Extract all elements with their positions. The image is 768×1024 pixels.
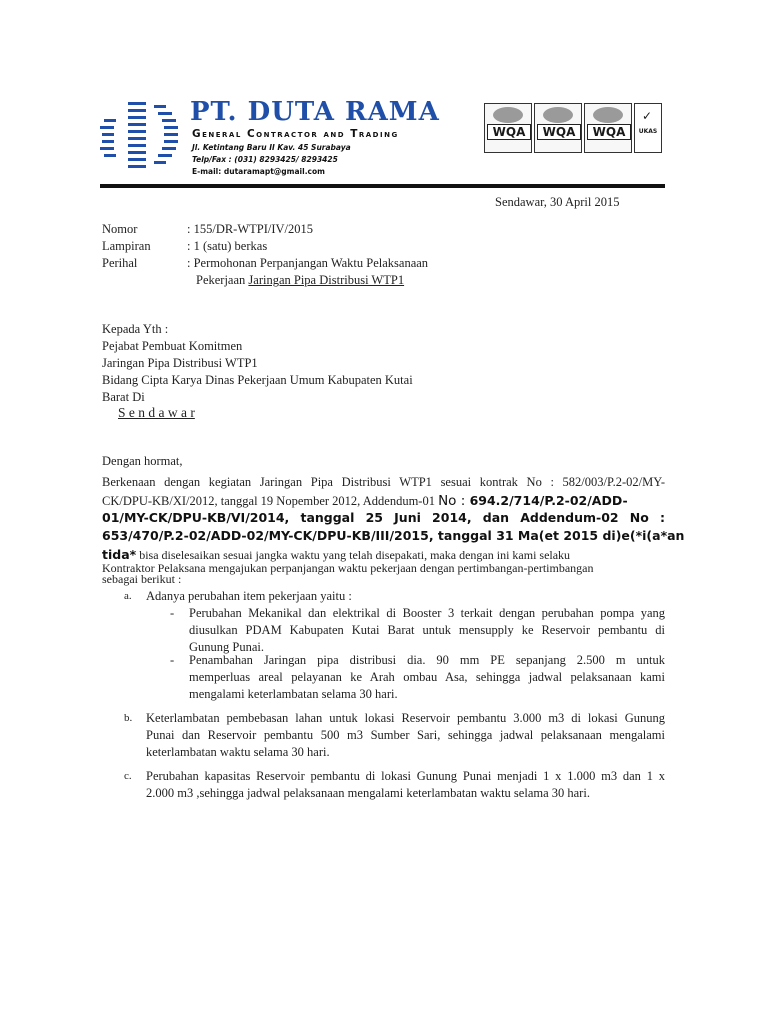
globe-icon bbox=[543, 107, 573, 123]
body-line: 01/MY-CK/DPU-KB/VI/2014, tanggal 25 Juni 2014, dan Addendum-02 No : bbox=[102, 510, 665, 525]
ukas-badge bbox=[634, 103, 662, 153]
perihal-underlined: Jaringan Pipa Distribusi WTP1 bbox=[248, 273, 405, 287]
recipient-city-text: S e n d a w a r bbox=[118, 405, 195, 420]
wqa-badge bbox=[534, 103, 582, 153]
bullet-dash: - bbox=[170, 606, 175, 620]
bullet-dash: - bbox=[170, 653, 175, 667]
body-text: CK/DPU-KB/XI/2012, tanggal 19 Nopember 2012, Addendum-01 bbox=[102, 494, 439, 508]
body-text: tida* bbox=[102, 547, 137, 562]
certification-badges bbox=[484, 103, 666, 153]
body-line: sebagai berikut : bbox=[102, 572, 182, 586]
body-line: Berkenaan dengan kegiatan Jaringan Pipa Distribusi WTP1 sesuai kontrak No : 582/003/P.2-02/MY- bbox=[102, 475, 665, 489]
recipient-line: Pejabat Pembuat Komitmen bbox=[102, 339, 243, 353]
perihal-label: Perihal bbox=[102, 256, 138, 270]
item-a-marker: a. bbox=[124, 590, 132, 602]
item-a1-line: diusulkan PDAM Kabupaten Kutai Barat untuk mensupply ke Reservoir pembantu di bbox=[189, 623, 665, 637]
company-logo bbox=[100, 100, 184, 174]
badge-label: WQA bbox=[487, 124, 531, 140]
item-b-marker: b. bbox=[124, 712, 133, 724]
crown-tick-icon: ✓ bbox=[642, 109, 653, 123]
recipient-line: Barat Di bbox=[102, 390, 145, 404]
lampiran-value: : 1 (satu) berkas bbox=[187, 239, 268, 253]
company-tagline: General Contractor and Trading bbox=[192, 128, 399, 140]
nomor-value: : 155/DR-WTPI/IV/2015 bbox=[187, 222, 314, 236]
badge-label: WQA bbox=[587, 124, 631, 140]
company-address: Jl. Ketintang Baru II Kav. 45 Surabaya bbox=[192, 143, 351, 152]
item-a2-line: Penambahan Jaringan pipa distribusi dia. 90 mm PE sepanjang 2.500 m untuk bbox=[189, 653, 665, 667]
recipient-line: Jaringan Pipa Distribusi WTP1 bbox=[102, 356, 258, 370]
item-a2-line: memperluas areal pelayanan ke Arah ombau Asa, sehingga jadwal pelaksanaan kami bbox=[189, 670, 665, 684]
recipient-line: Kepada Yth : bbox=[102, 322, 169, 336]
perihal-value: : Permohonan Perpanjangan Waktu Pelaksanaan bbox=[187, 256, 429, 270]
badge-label: WQA bbox=[537, 124, 581, 140]
item-a1-line: Gunung Punai. bbox=[189, 640, 264, 654]
company-name: PT. DUTA RAMA bbox=[190, 97, 440, 127]
item-a-title: Adanya perubahan item pekerjaan yaitu : bbox=[146, 589, 352, 603]
nomor-label: Nomor bbox=[102, 222, 138, 236]
salutation: Dengan hormat, bbox=[102, 454, 183, 468]
item-a1-line: Perubahan Mekanikal dan elektrikal di Booster 3 terkait dengan perubahan pompa yang bbox=[189, 606, 665, 620]
place-date: Sendawar, 30 April 2015 bbox=[495, 195, 620, 209]
globe-icon bbox=[493, 107, 523, 123]
body-text: 694.2/714/P.2-02/ADD- bbox=[469, 493, 628, 508]
globe-icon bbox=[593, 107, 623, 123]
item-c-line: 2.000 m3 ,sehingga jadwal pelaksanaan mengalami keterlambatan waktu selama 30 hari. bbox=[146, 786, 590, 800]
item-b-line: Punai dan Reservoir pembantu 500 m3 Sumber Sari, sehingga jadwal pelaksanaan mengalami bbox=[146, 728, 665, 742]
wqa-badge bbox=[484, 103, 532, 153]
letterhead-divider bbox=[100, 184, 665, 188]
recipient-city bbox=[118, 405, 195, 421]
item-c-marker: c. bbox=[124, 770, 132, 782]
perihal-prefix: Pekerjaan bbox=[196, 273, 249, 287]
item-c-line: Perubahan kapasitas Reservoir pembantu di lokasi Gunung Punai menjadi 1 x 1.000 m3 dan 1 x bbox=[146, 769, 665, 783]
body-line: Kontraktor Pelaksana mengajukan perpanjangan waktu pekerjaan dengan pertimbangan-pertimbangan bbox=[102, 561, 594, 575]
body-line: 653/470/P.2-02/ADD-02/MY-CK/DPU-KB/III/2015, tanggal 31 Ma(et 2015 di)e(*i(a*an bbox=[102, 528, 685, 543]
perihal-value-cont bbox=[196, 273, 404, 288]
item-b-line: Keterlambatan pembebasan lahan untuk lokasi Reservoir pembantu 3.000 m3 di lokasi Gunung bbox=[146, 711, 665, 725]
company-email: E-mail: dutaramapt@gmail.com bbox=[192, 167, 325, 176]
wqa-badge bbox=[584, 103, 632, 153]
lampiran-label: Lampiran bbox=[102, 239, 151, 253]
badge-label: UKAS bbox=[638, 128, 658, 135]
item-a2-line: mengalami keterlambatan selama 30 hari. bbox=[189, 687, 398, 701]
company-phone: Telp/Fax : (031) 8293425/ 8293425 bbox=[192, 155, 338, 164]
body-text: bisa diselesaikan sesuai jangka waktu yang telah disepakati, maka dengan ini kami selaku bbox=[136, 548, 571, 562]
body-text: No : bbox=[438, 493, 470, 509]
recipient-line: Bidang Cipta Karya Dinas Pekerjaan Umum Kabupaten Kutai bbox=[102, 373, 413, 387]
body-line bbox=[102, 492, 665, 510]
item-b-line: keterlambatan waktu selama 30 hari. bbox=[146, 745, 330, 759]
